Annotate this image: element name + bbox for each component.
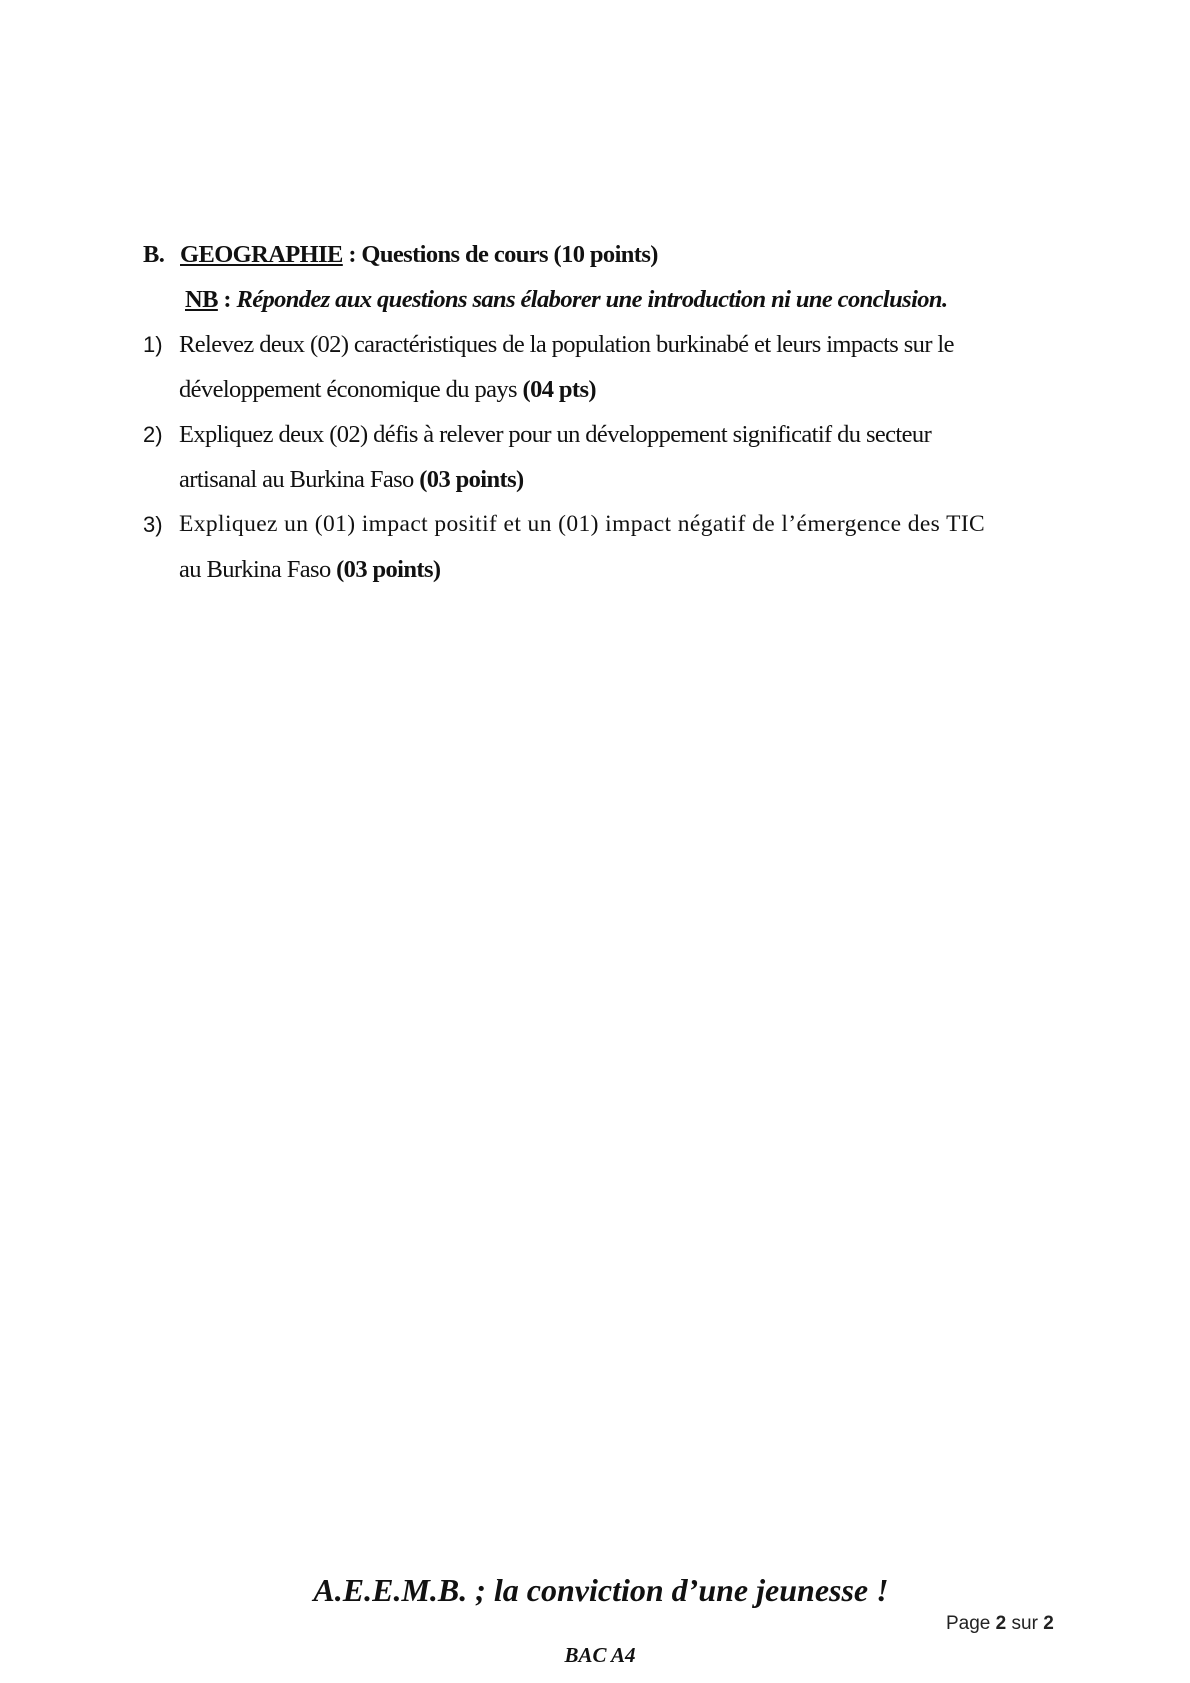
page-middle: sur: [1006, 1613, 1044, 1634]
question-2: [143, 412, 1063, 502]
geography-section: [143, 232, 1063, 592]
exam-label: BAC A4: [564, 1643, 636, 1667]
question-points: (03 points): [419, 466, 524, 493]
question-number: 3): [143, 512, 163, 537]
question-number: 2): [143, 422, 163, 447]
question-text-line1: Expliquez un (01) impact positif et un (01) impact négatif de l’émergence des TIC: [179, 511, 986, 537]
question-number: 1): [143, 332, 163, 357]
note-text: Répondez aux questions sans élaborer une introduction ni une conclusion.: [236, 286, 948, 313]
question-points: (03 points): [336, 556, 441, 583]
question-text-line1: Relevez deux (02) caractéristiques de la population burkinabé et leurs impacts sur le: [179, 331, 954, 358]
section-heading: [143, 232, 1063, 277]
section-subject: GEOGRAPHIE: [180, 241, 343, 268]
section-title: Questions de cours (10 points): [361, 241, 658, 268]
note-label: NB: [185, 286, 218, 313]
footer-motto: A.E.E.M.B. ; la conviction d’une jeunesse !: [313, 1572, 889, 1608]
page-number: [946, 1613, 1054, 1635]
question-3: [143, 502, 1063, 592]
question-text-line2: artisanal au Burkina Faso: [179, 466, 420, 493]
note-line: [143, 277, 1063, 322]
page-total: 2: [1043, 1613, 1054, 1634]
question-text-line2: développement économique du pays: [179, 376, 523, 403]
question-text-line1: Expliquez deux (02) défis à relever pour un développement significatif du secteur: [179, 421, 932, 448]
section-letter: B.: [143, 241, 165, 268]
page-current: 2: [995, 1613, 1007, 1634]
page-prefix: Page: [946, 1613, 996, 1634]
note-separator: :: [217, 286, 237, 313]
question-points: (04 pts): [522, 376, 596, 403]
question-1: [143, 322, 1063, 412]
section-separator: :: [342, 241, 362, 268]
question-text-line2: au Burkina Faso: [179, 556, 337, 583]
